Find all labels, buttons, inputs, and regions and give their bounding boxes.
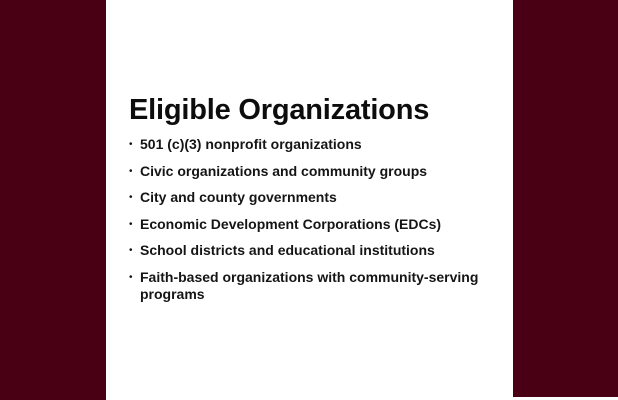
left-maroon-panel [0,0,106,400]
bullet-icon: • [129,165,133,177]
slide-content [129,92,499,313]
list-item [129,163,499,180]
eligible-organizations-list [129,136,499,303]
list-item [129,136,499,153]
list-item [129,269,499,303]
list-item-text: City and county governments [140,189,337,206]
bullet-icon: • [129,271,133,283]
slide-title: Eligible Organizations [129,94,430,126]
list-item-text: Economic Development Corporations (EDCs) [140,215,442,232]
bullet-icon: • [129,218,133,230]
list-item-text: Faith-based organizations with community-serving programs [140,268,479,302]
list-item [129,216,499,233]
bullet-icon: • [129,245,133,257]
list-item [129,189,499,206]
list-item-text: Civic organizations and community groups [140,162,428,179]
bullet-icon: • [129,139,133,150]
bullet-icon: • [129,192,133,204]
right-maroon-panel [513,0,618,397]
list-item-text: School districts and educational institutions [140,242,435,259]
list-item-text: 501 (c)(3) nonprofit organizations [140,136,362,152]
list-item [129,242,499,259]
